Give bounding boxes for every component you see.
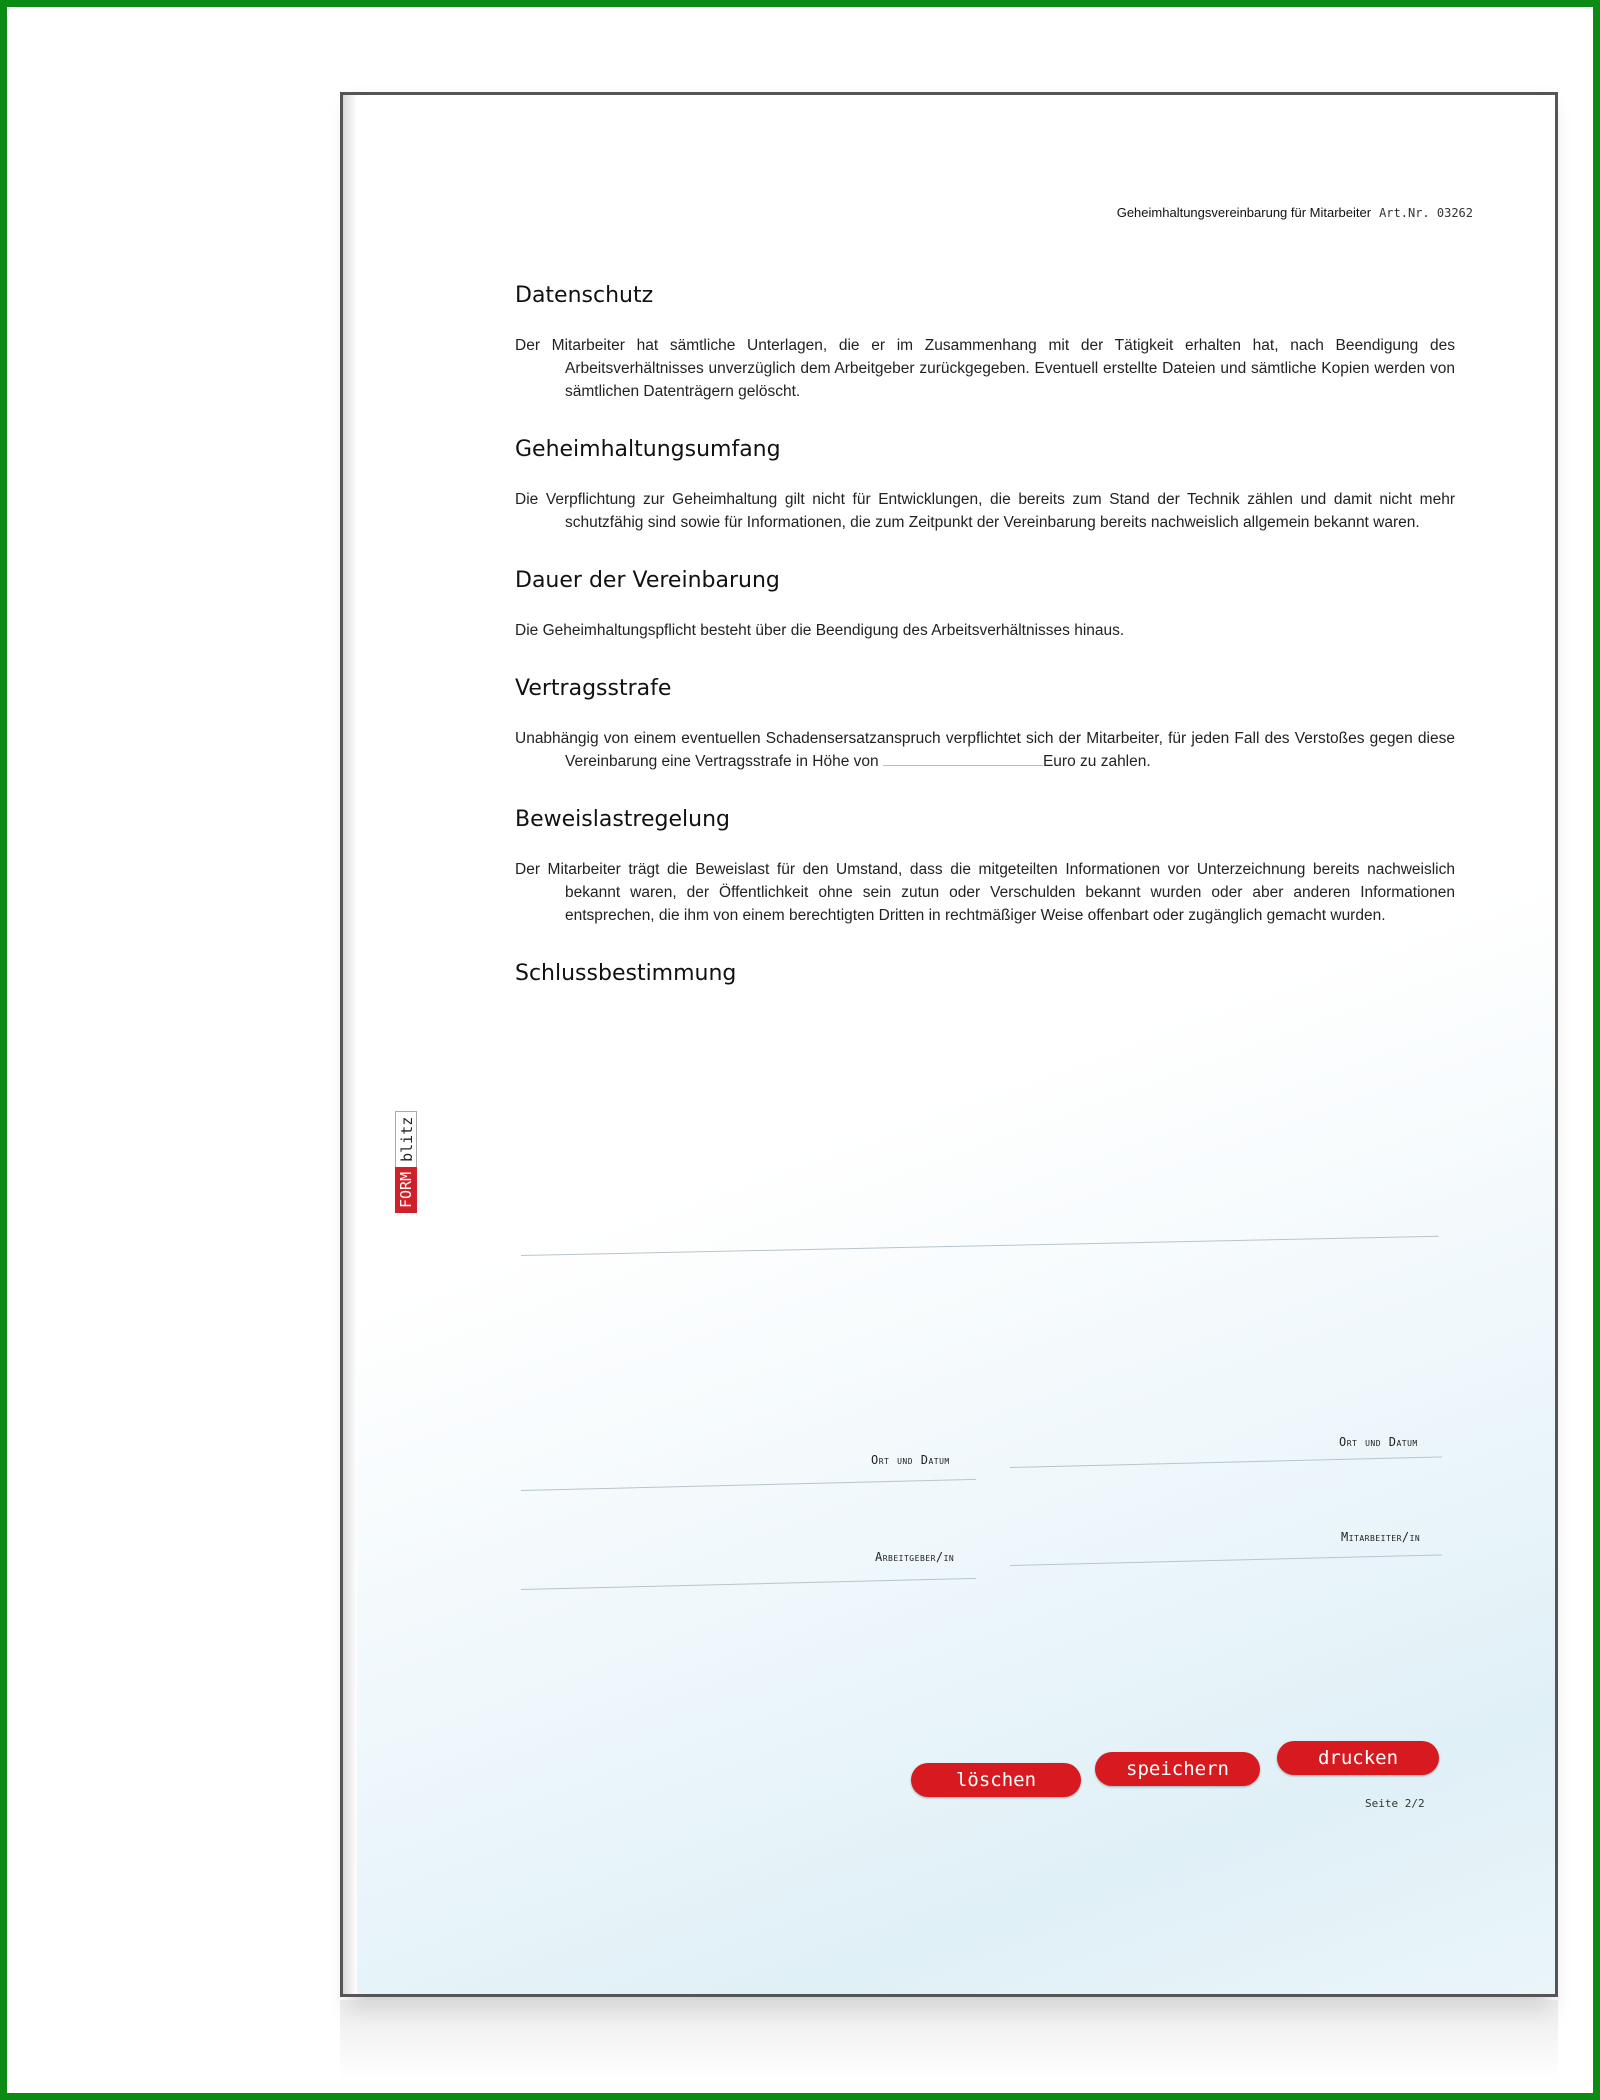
document-content <box>515 283 1455 1020</box>
penalty-amount-field[interactable] <box>883 751 1043 766</box>
section-heading: Schlussbestimmung <box>515 961 737 986</box>
right-place-date-label: Ort und Datum <box>1339 1435 1418 1449</box>
penalty-text-after: Euro zu zahlen. <box>1042 753 1151 770</box>
section-heading: Vertragsstrafe <box>515 676 672 701</box>
section-text: Der Mitarbeiter hat sämtliche Unterlagen, die er im Zusammenhang mit der Tätigkeit erhalten hat, nach Beendigung des Arbeitsverhältnisses unverzüglich dem Arbeitgeber zurückgegeben. Eventuell erstellte Dateien und sämtliche Kopien werden von sämtlichen Datenträgern gelöscht. <box>515 337 1455 400</box>
logo-form-text: FORM <box>395 1167 417 1213</box>
logo-blitz-text: blitz <box>395 1111 417 1167</box>
document-page <box>340 92 1558 1997</box>
formblitz-logo <box>395 1063 417 1213</box>
employer-label: Arbeitgeber/in <box>875 1550 955 1564</box>
left-place-date-line[interactable] <box>521 1479 976 1491</box>
section-text: Der Mitarbeiter trägt die Beweislast für den Umstand, dass die mitgeteilten Informationen vor Unterzeichnung bereits nachweislich bekannt waren, der Öffentlichkeit ohne sein zutun oder Verschulden bekannt wurden oder aber anderen Informationen entsprechen, die ihm von einem berechtigten Dritten in rechtmäßiger Weise offenbart oder zugänglich gemacht wurden. <box>515 861 1455 924</box>
section-geheimhaltungsumfang <box>515 437 1455 534</box>
section-schlussbestimmung <box>515 961 1455 986</box>
article-number: Art.Nr. 03262 <box>1379 206 1473 220</box>
employee-signature-line[interactable] <box>1010 1554 1442 1566</box>
penalty-text-before: Unabhängig von einem eventuellen Schadensersatzanspruch verpflichtet sich der Mitarbeiter, für jeden Fall des Verstoßes gegen diese Vereinbarung eine Vertragsstrafe in Höhe von <box>515 730 1455 770</box>
section-heading: Beweislastregelung <box>515 807 730 832</box>
left-place-date-label: Ort und Datum <box>871 1453 950 1467</box>
document-title: Geheimhaltungsvereinbarung für Mitarbeiter <box>1116 205 1372 220</box>
employer-signature-line[interactable] <box>521 1578 976 1590</box>
section-vertragsstrafe <box>515 676 1455 773</box>
section-dauer <box>515 568 1455 642</box>
section-beweislast <box>515 807 1455 927</box>
page-reflection <box>340 2000 1558 2080</box>
section-datenschutz <box>515 283 1455 403</box>
section-heading: Datenschutz <box>515 283 654 308</box>
section-heading: Geheimhaltungsumfang <box>515 437 781 462</box>
schlussbestimmung-field-line[interactable] <box>521 1236 1439 1256</box>
print-button[interactable]: drucken <box>1277 1741 1439 1775</box>
employee-label: Mitarbeiter/in <box>1341 1530 1421 1544</box>
save-button[interactable]: speichern <box>1095 1752 1260 1786</box>
section-heading: Dauer der Vereinbarung <box>515 568 780 593</box>
section-text: Die Geheimhaltungspflicht besteht über die Beendigung des Arbeitsverhältnisses hinaus. <box>515 622 1125 639</box>
section-text: Die Verpflichtung zur Geheimhaltung gilt nicht für Entwicklungen, die bereits zum Stand der Technik zählen und damit nicht mehr schutzfähig sind sowie für Informationen, die zum Zeitpunkt der Vereinbarung bereits nachweislich allgemein bekannt waren. <box>515 491 1455 531</box>
right-place-date-line[interactable] <box>1010 1456 1442 1468</box>
document-header <box>1117 205 1473 220</box>
section-text <box>515 727 1455 773</box>
page-number: Seite 2/2 <box>1365 1797 1425 1810</box>
delete-button[interactable]: löschen <box>911 1763 1081 1797</box>
